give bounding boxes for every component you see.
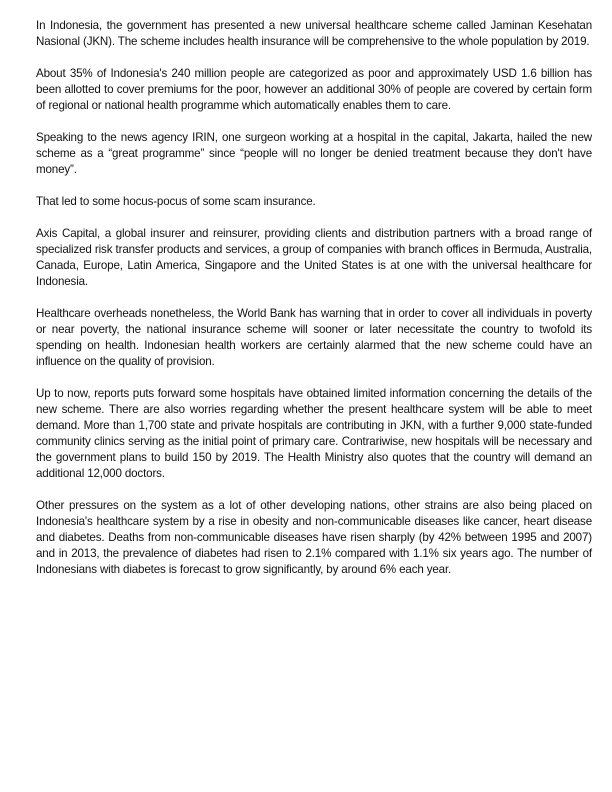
paragraph-hospital-capacity: Up to now, reports puts forward some hospitals have obtained limited information concerning the details of the new scheme. There are also worries regarding whether the present healthcare system will be able to meet demand. More than 1,700 state and private hospitals are contributing in JKN, with a further 9,000 state-funded community clinics serving as the initial point of primary care. Contrariwise, new hospitals will be necessary and the government plans to build 150 by 2019. The Health Ministry also quotes that the country will demand an additional 12,000 doctors. bbox=[36, 387, 592, 480]
paragraph-world-bank: Healthcare overheads nonetheless, the World Bank has warning that in order to cover all individuals in poverty or near poverty, the national insurance scheme will sooner or later necessitate the country to twofold its spending on health. Indonesian health workers are certainly alarmed that the new scheme could have an influence on the quality of provision. bbox=[36, 307, 592, 368]
paragraph-poverty-premiums: About 35% of Indonesia's 240 million people are categorized as poor and approximately USD 1.6 billion has been allotted to cover premiums for the poor, however an additional 30% of people are covered by certain form of regional or national health programme which automatically enables them to care. bbox=[36, 67, 592, 112]
paragraph-health-pressures: Other pressures on the system as a lot of other developing nations, other strains are also being placed on Indonesia's healthcare system by a rise in obesity and non-communicable diseases like cancer, heart disease and diabetes. Deaths from non-communicable diseases have risen sharply (by 42% between 1995 and 2007) and in 2013, the prevalence of diabetes had risen to 2.1% compared with 1.1% six years ago. The number of Indonesians with diabetes is forecast to grow significantly, by around 6% each year. bbox=[36, 499, 592, 576]
document-page bbox=[36, 18, 592, 594]
paragraph-irin-quote: Speaking to the news agency IRIN, one surgeon working at a hospital in the capital, Jakarta, hailed the new scheme as a “great programme” since “people will no longer be denied treatment because they don't have money”. bbox=[36, 131, 592, 176]
paragraph-axis-capital: Axis Capital, a global insurer and reinsurer, providing clients and distribution partners with a broad range of specialized risk transfer products and services, a group of companies with branch offices in Bermuda, Australia, Canada, Europe, Latin America, Singapore and the United States is at one with the universal healthcare for Indonesia. bbox=[36, 227, 592, 288]
paragraph-jkn-intro: In Indonesia, the government has presented a new universal healthcare scheme called Jaminan Kesehatan Nasional (JKN). The scheme includes health insurance will be comprehensive to the whole population by 2019. bbox=[36, 19, 592, 48]
paragraph-scam-insurance: That led to some hocus-pocus of some scam insurance. bbox=[36, 195, 316, 208]
